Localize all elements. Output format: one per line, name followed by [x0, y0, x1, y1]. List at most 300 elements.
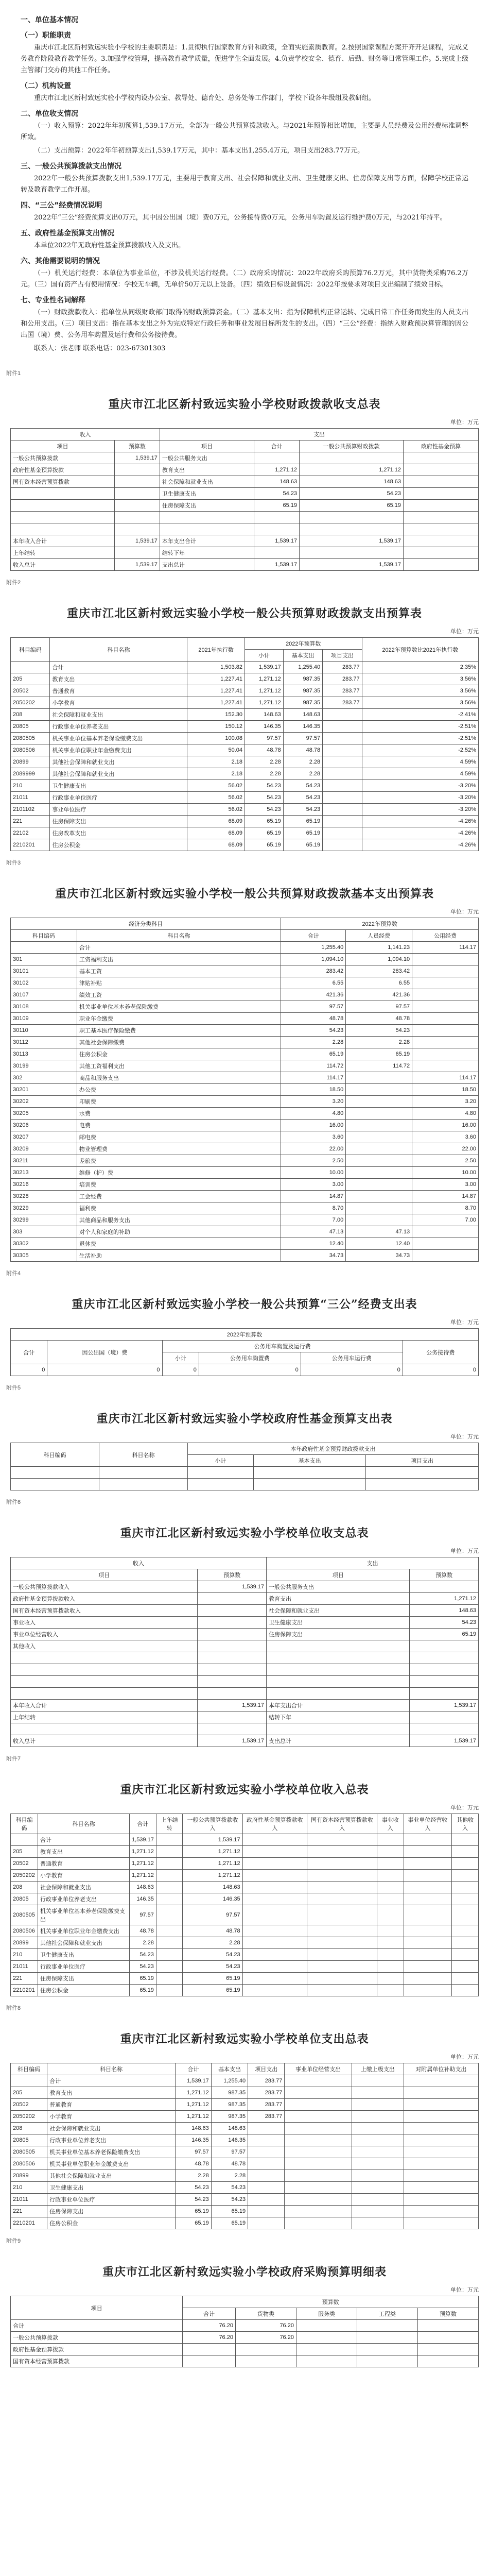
- cell: 148.63: [254, 476, 300, 488]
- cell: 机关事业单位基本养老保险缴费支出: [47, 2146, 176, 2158]
- table-row: [11, 804, 479, 816]
- cell: 普通教育: [47, 2099, 176, 2111]
- header-code: 科目编码: [11, 1814, 38, 1834]
- cell: [346, 1096, 412, 1108]
- paragraph: 重庆市江北区新村致远实验小学校内设办公室、教导处、德育处、总务处等工作部门，学校下设各年级组及教研组。: [34, 94, 376, 102]
- cell: 合计: [77, 942, 281, 954]
- header-name: 科目名称: [50, 638, 187, 662]
- table-row: [11, 1664, 479, 1676]
- cell: [11, 500, 115, 512]
- unit-label-2: 单位：万元: [450, 629, 479, 635]
- cell: [412, 1250, 479, 1262]
- cell: [156, 1985, 183, 1996]
- cell: [198, 1723, 267, 1735]
- header-budget: 预算数: [198, 1569, 267, 1581]
- table-row: [11, 1214, 479, 1226]
- cell: [198, 1593, 267, 1605]
- cell: [285, 2194, 352, 2206]
- cell: [156, 1905, 183, 1925]
- cell: 机关事业单位基本养老保险缴费支出: [38, 1905, 129, 1925]
- cell: 事业单位医疗: [50, 804, 187, 816]
- cell: 30209: [11, 1143, 77, 1155]
- unit-label-4: 单位：万元: [450, 1319, 479, 1326]
- cell: 1,539.17: [300, 559, 404, 571]
- cell: [300, 547, 404, 559]
- cell: [285, 2087, 352, 2099]
- cell: [404, 1882, 452, 1893]
- cell: [346, 1179, 412, 1191]
- cell: 65.19: [281, 1048, 346, 1060]
- cell: 283.77: [248, 2087, 285, 2099]
- table-row: [11, 1131, 479, 1143]
- cell: [285, 2123, 352, 2134]
- cell: [404, 2170, 478, 2182]
- header-fund: 政府性基金预算拨款收入: [242, 1814, 307, 1834]
- header-year: 2022年预算数: [11, 1329, 479, 1341]
- cell: [404, 559, 479, 571]
- cell: [11, 1652, 198, 1664]
- section-heading: 一、单位基本情况: [21, 16, 78, 24]
- cell: [412, 954, 479, 965]
- cell: 商品和服务支出: [77, 1072, 281, 1084]
- cell: [412, 1226, 479, 1238]
- cell: [242, 1846, 307, 1858]
- table-row: [11, 2099, 479, 2111]
- cell: [307, 1949, 377, 1961]
- cell: 65.19: [254, 500, 300, 512]
- cell: [357, 2332, 417, 2344]
- cell: [267, 1640, 410, 1652]
- cell: 48.78: [211, 2158, 248, 2170]
- cell: 30107: [11, 989, 77, 1001]
- cell: [99, 1467, 188, 1479]
- table-row: [11, 2355, 479, 2367]
- cell: [352, 2170, 404, 2182]
- table-row: [11, 2158, 479, 2170]
- cell: 社会保障和就业支出: [160, 476, 254, 488]
- cell: 30205: [11, 1108, 77, 1120]
- cell: 1,271.12: [245, 697, 284, 709]
- header-item: 项目: [160, 440, 254, 452]
- cell: 100.08: [187, 733, 245, 744]
- table-row: [11, 1096, 479, 1108]
- cell: 合计: [11, 2320, 183, 2332]
- cell: 302: [11, 1072, 77, 1084]
- section-heading: 七、专业性名词解释: [21, 296, 85, 304]
- cell: -3.20%: [362, 804, 478, 816]
- cell: 30302: [11, 1238, 77, 1250]
- cell: [242, 1834, 307, 1846]
- cell: [248, 2217, 285, 2229]
- header-expense: 支出: [267, 1557, 479, 1569]
- cell: 2.28: [176, 2170, 212, 2182]
- cell: [352, 2087, 404, 2099]
- cell: 987.35: [283, 673, 322, 685]
- cell: [267, 1652, 410, 1664]
- cell: [452, 1973, 479, 1985]
- cell: 148.63: [211, 2123, 248, 2134]
- cell: 培训费: [77, 1179, 281, 1191]
- cell: 一般公共预算拨款收入: [11, 1581, 198, 1593]
- cell: 8.70: [281, 1202, 346, 1214]
- cell: 65.19: [245, 827, 284, 839]
- cell: 2050202: [11, 697, 50, 709]
- cell: [248, 2194, 285, 2206]
- cell: [404, 2182, 478, 2194]
- unit-label-9: 单位：万元: [450, 2287, 479, 2293]
- cell: 65.19: [283, 816, 322, 827]
- cell: 21011: [11, 1961, 38, 1973]
- cell: 生活补助: [77, 1250, 281, 1262]
- cell: 30216: [11, 1179, 77, 1191]
- table-title-6: 重庆市江北区新村致远实验小学校单位收支总表: [120, 1527, 369, 1540]
- income-expense-summary-table: [10, 428, 479, 571]
- cell: [404, 2146, 478, 2158]
- cell: 65.19: [283, 839, 322, 851]
- cell: [404, 1949, 452, 1961]
- table-row: [11, 965, 479, 977]
- cell: [404, 464, 479, 476]
- header-subtotal: 小计: [245, 650, 284, 662]
- cell: [404, 1858, 452, 1870]
- cell: 148.63: [300, 476, 404, 488]
- cell: 2210201: [11, 2217, 47, 2229]
- cell: [377, 1905, 404, 1925]
- cell: 2.28: [346, 1037, 412, 1048]
- cell: [410, 1676, 479, 1688]
- table-row: [11, 2123, 479, 2134]
- header-total: 合计: [254, 440, 300, 452]
- cell: 本年支出合计: [267, 1700, 410, 1711]
- cell: [323, 839, 362, 851]
- cell: [346, 1155, 412, 1167]
- cell: 54.23: [410, 1617, 479, 1629]
- cell: [404, 523, 479, 535]
- cell: 行政事业单位养老支出: [50, 721, 187, 733]
- cell: 1,271.12: [176, 2087, 212, 2099]
- cell: 1,271.12: [130, 1870, 156, 1882]
- cell: 30110: [11, 1025, 77, 1037]
- cell: [307, 1925, 377, 1937]
- cell: 48.78: [281, 1013, 346, 1025]
- cell: 2.28: [281, 1037, 346, 1048]
- header-basic: 基本支出: [253, 1455, 366, 1467]
- header-subtotal: 小计: [188, 1455, 254, 1467]
- cell: 12.40: [281, 1238, 346, 1250]
- header-state: 国有资本经营预算拨款收入: [307, 1814, 377, 1834]
- cell: [352, 2146, 404, 2158]
- cell: [183, 2344, 236, 2355]
- cell: [307, 1893, 377, 1905]
- cell: 20805: [11, 1893, 38, 1905]
- header-sub: 上缴上级支出: [352, 2063, 404, 2075]
- cell: [11, 1676, 198, 1688]
- cell: [242, 1949, 307, 1961]
- cell: 电费: [77, 1120, 281, 1131]
- cell: [323, 733, 362, 744]
- attachment-label-5: 附件5: [6, 1385, 21, 1391]
- cell: 教育支出: [267, 1593, 410, 1605]
- cell: 76.20: [183, 2320, 236, 2332]
- cell: 76.20: [235, 2332, 296, 2344]
- cell: 邮电费: [77, 1131, 281, 1143]
- cell: 机关事业单位职业年金缴费支出: [47, 2158, 176, 2170]
- cell: 卫生健康支出: [160, 488, 254, 500]
- table-title-4: 重庆市江北区新村致远实验小学校一般公共预算“三公”经费支出表: [72, 1298, 417, 1311]
- cell: [254, 512, 300, 523]
- cell: [377, 1846, 404, 1858]
- cell: [404, 547, 479, 559]
- cell: 30108: [11, 1001, 77, 1013]
- header-total: 合计: [176, 2063, 212, 2075]
- cell: 54.23: [283, 780, 322, 792]
- cell: [11, 2075, 47, 2087]
- cell: 卫生健康支出: [38, 1949, 129, 1961]
- cell: [296, 2355, 357, 2367]
- cell: 210: [11, 2182, 47, 2194]
- cell: [404, 2075, 478, 2087]
- attachment-label-2: 附件2: [6, 580, 21, 586]
- table-row: [11, 1108, 479, 1120]
- cell: [346, 1191, 412, 1202]
- header-name: 科目名称: [38, 1814, 129, 1834]
- cell: [323, 792, 362, 804]
- table-row: [11, 1652, 479, 1664]
- cell: [11, 1664, 198, 1676]
- header-item: 项目: [11, 2296, 183, 2320]
- cell: 2050202: [11, 2111, 47, 2123]
- cell: [452, 1858, 479, 1870]
- table-row: [11, 452, 479, 464]
- cell: [285, 2111, 352, 2123]
- cell: [352, 2099, 404, 2111]
- cell: 114.17: [412, 942, 479, 954]
- cell: 事业收入: [11, 1617, 198, 1629]
- cell: [235, 2344, 296, 2355]
- cell: [412, 1001, 479, 1013]
- cell: 48.78: [283, 744, 322, 756]
- cell: 97.57: [176, 2146, 212, 2158]
- cell: 48.78: [130, 1925, 156, 1937]
- cell: 283.77: [323, 662, 362, 673]
- cell: 1,271.12: [254, 464, 300, 476]
- cell: 205: [11, 673, 50, 685]
- cell: 1,539.17: [245, 662, 284, 673]
- cell: [412, 1060, 479, 1072]
- cell: [285, 2158, 352, 2170]
- cell: 普通教育: [50, 685, 187, 697]
- table-row: [11, 1985, 479, 1996]
- cell: 2.50: [281, 1155, 346, 1167]
- cell: 54.23: [211, 2182, 248, 2194]
- table-row: [11, 827, 479, 839]
- paragraph: 2022年“三公”经费预算支出0万元，其中因公出国（境）费0万元，公务接待费0万元，公务用车购置及运行维护费0万元，与2021年持平。: [34, 214, 447, 222]
- cell: [410, 1711, 479, 1723]
- cell: [346, 1167, 412, 1179]
- cell: 6.55: [346, 977, 412, 989]
- cell: [377, 1893, 404, 1905]
- cell: 18.50: [412, 1084, 479, 1096]
- table-row: [11, 1640, 479, 1652]
- header-prev-year: 2021年执行数: [187, 638, 245, 662]
- table-row: [11, 2217, 479, 2229]
- cell: 教育支出: [160, 464, 254, 476]
- header-current: 本年政府性基金预算财政拨款支出: [188, 1443, 479, 1455]
- cell: [452, 1961, 479, 1973]
- header-compare: 2022年预算数比2021年执行数: [362, 638, 478, 662]
- cell: [377, 1985, 404, 1996]
- cell: [300, 452, 404, 464]
- cell: 65.19: [211, 2206, 248, 2217]
- cell: [404, 512, 479, 523]
- cell: [242, 1905, 307, 1925]
- cell: 54.23: [130, 1961, 156, 1973]
- cell: [242, 1882, 307, 1893]
- cell: 20502: [11, 1858, 38, 1870]
- cell: 54.23: [346, 1025, 412, 1037]
- cell: [253, 1479, 366, 1490]
- cell: [114, 512, 160, 523]
- cell: [307, 1834, 377, 1846]
- cell: 146.35: [130, 1893, 156, 1905]
- section-heading: （一）职能职责: [21, 31, 71, 40]
- table-row: [11, 1834, 479, 1846]
- cell: 47.13: [346, 1226, 412, 1238]
- header-expense: 支出: [160, 429, 478, 440]
- table-row: [11, 1688, 479, 1700]
- cell: [323, 721, 362, 733]
- cell: [160, 512, 254, 523]
- procurement-table: [10, 2296, 479, 2367]
- cell: 1,141.23: [346, 942, 412, 954]
- table-row: [11, 977, 479, 989]
- cell: 卫生健康支出: [50, 780, 187, 792]
- cell: 20899: [11, 2170, 47, 2182]
- cell: 住房改革支出: [50, 827, 187, 839]
- cell: 30206: [11, 1120, 77, 1131]
- cell: 97.57: [130, 1905, 156, 1925]
- header-total: 合计: [130, 1814, 156, 1834]
- cell: 1,539.17: [114, 452, 160, 464]
- cell: 国有资本经营预算拨款收入: [11, 1605, 198, 1617]
- cell: 支出总计: [267, 1735, 410, 1747]
- cell: 20502: [11, 2099, 47, 2111]
- table-row: [11, 744, 479, 756]
- cell: [452, 1937, 479, 1949]
- cell: 54.23: [281, 1025, 346, 1037]
- cell: 1,271.12: [176, 2111, 212, 2123]
- cell: [346, 1202, 412, 1214]
- cell: 34.73: [281, 1250, 346, 1262]
- cell: 教育支出: [50, 673, 187, 685]
- cell: 987.35: [211, 2099, 248, 2111]
- cell: [323, 756, 362, 768]
- cell: 54.23: [245, 780, 284, 792]
- cell: [404, 1905, 452, 1925]
- unit-expense-table: [10, 2063, 479, 2229]
- cell: 148.63: [183, 1882, 242, 1893]
- cell: 7.00: [412, 1214, 479, 1226]
- table-row: [11, 839, 479, 851]
- cell: [11, 662, 50, 673]
- cell: [307, 1858, 377, 1870]
- paragraph: 本单位2022年无政府性基金预算拨款收入及支出。: [34, 242, 185, 249]
- cell: 22102: [11, 827, 50, 839]
- three-public-expense-table: [10, 1328, 479, 1376]
- cell: [267, 1676, 410, 1688]
- cell: 148.63: [130, 1882, 156, 1893]
- cell: 2.35%: [362, 662, 478, 673]
- cell: [11, 488, 115, 500]
- cell: 54.23: [283, 804, 322, 816]
- cell: 卫生健康支出: [47, 2182, 176, 2194]
- cell: 行政事业单位医疗: [38, 1961, 129, 1973]
- header-basic: 基本支出: [211, 2063, 248, 2075]
- cell: 0: [47, 1364, 162, 1376]
- cell: 本年收入合计: [11, 535, 115, 547]
- cell: 6.55: [281, 977, 346, 989]
- table-row: [11, 464, 479, 476]
- cell: [11, 1479, 99, 1490]
- cell: [412, 1013, 479, 1025]
- cell: 1,503.82: [187, 662, 245, 673]
- cell: [404, 452, 479, 464]
- cell: [248, 2170, 285, 2182]
- table-row: [11, 1676, 479, 1688]
- table-row: [11, 1617, 479, 1629]
- cell: -3.20%: [362, 780, 478, 792]
- cell: [352, 2123, 404, 2134]
- cell: 一般公共服务支出: [267, 1581, 410, 1593]
- table-row: [11, 1364, 479, 1376]
- cell: [235, 2355, 296, 2367]
- cell: 1,539.17: [183, 1834, 242, 1846]
- cell: [410, 1688, 479, 1700]
- header-total: 合计: [11, 1341, 47, 1364]
- header-fund-budget: 政府性基金预算: [404, 440, 479, 452]
- cell: 48.78: [346, 1013, 412, 1025]
- cell: 政府性基金预算拨款: [11, 464, 115, 476]
- cell: [156, 1870, 183, 1882]
- cell: 1,271.12: [245, 685, 284, 697]
- table-row: [11, 685, 479, 697]
- table-row: [11, 1973, 479, 1985]
- cell: 65.19: [211, 2217, 248, 2229]
- cell: 205: [11, 1846, 38, 1858]
- cell: 48.78: [183, 1925, 242, 1937]
- cell: [285, 2217, 352, 2229]
- table-row: [11, 816, 479, 827]
- paragraph: 重庆市江北区新村致远实验小学校的主要职责是：1.贯彻执行国家教育方针和政策，全面实施素质教育。2.按照国家课程方案开齐开足课程，完成义务教育阶段教育教学任务。3.加强学校管理，提高教育教学质量，促进学生全面发展。4.负责学校安全、德育、后勤、财务等日常管理工作。5.完成上级主管部门交办的其他工作任务。: [21, 44, 468, 74]
- cell: 283.42: [281, 965, 346, 977]
- cell: [198, 1640, 267, 1652]
- cell: [156, 1949, 183, 1961]
- cell: [267, 1688, 410, 1700]
- cell: 国有资本经营预算拨款: [11, 2355, 183, 2367]
- table-row: [11, 2170, 479, 2182]
- cell: 65.19: [283, 827, 322, 839]
- cell: [346, 1108, 412, 1120]
- table-row: [11, 2206, 479, 2217]
- cell: [156, 1858, 183, 1870]
- header-basic: 基本支出: [283, 650, 322, 662]
- table-row: [11, 2146, 479, 2158]
- cell: [198, 1652, 267, 1664]
- cell: [11, 942, 77, 954]
- table-row: [11, 1700, 479, 1711]
- table-row: [11, 1629, 479, 1640]
- cell: 7.00: [281, 1214, 346, 1226]
